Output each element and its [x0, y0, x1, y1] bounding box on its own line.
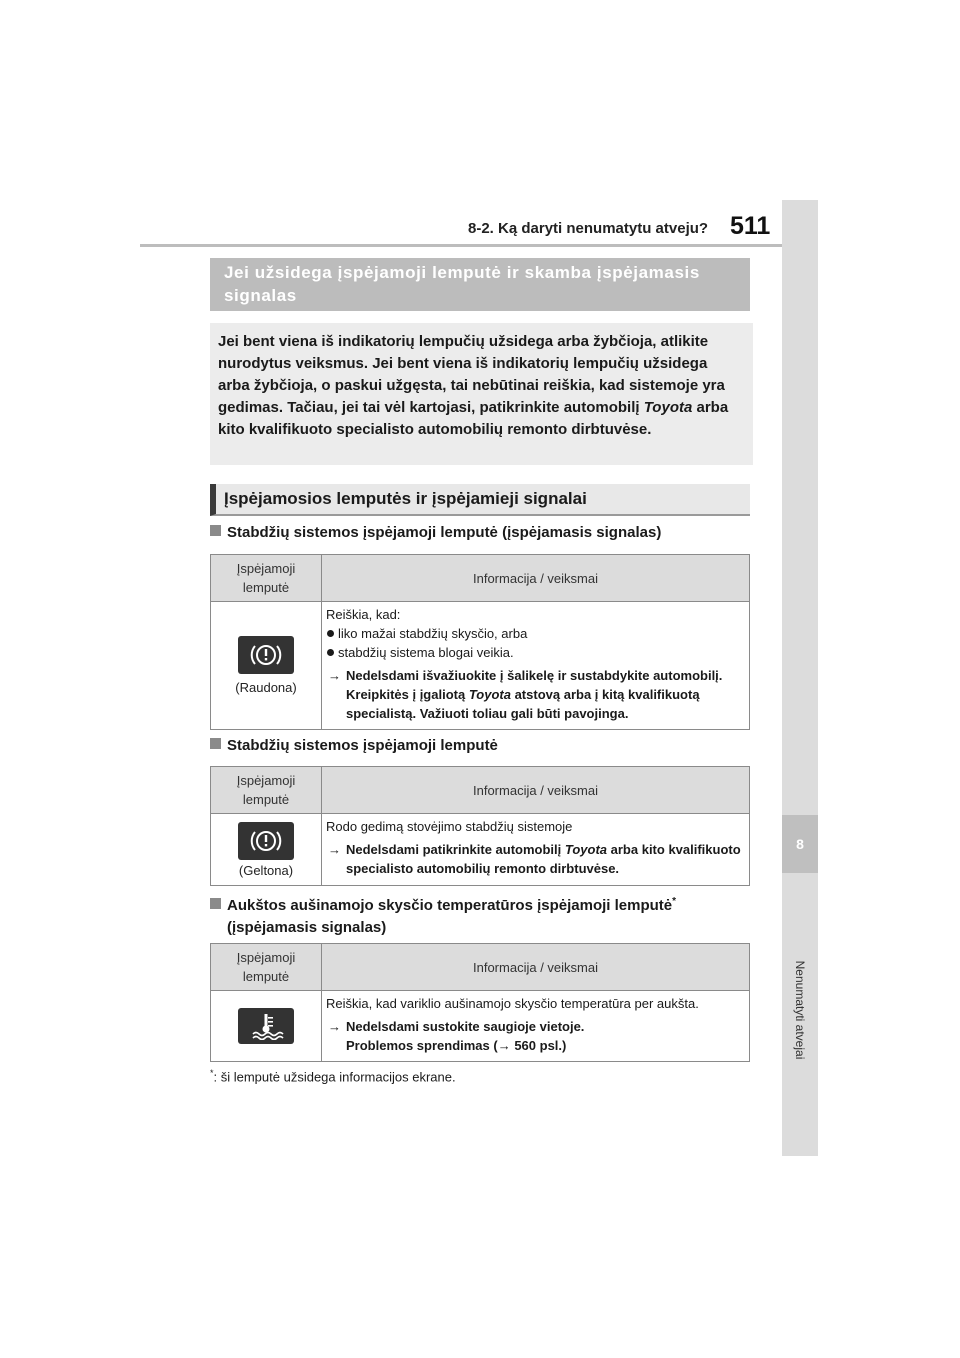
section-title: 8-2. Ką daryti nenumatytu atveju?: [468, 220, 709, 237]
info-cell: [322, 602, 750, 730]
coolant-temperature-icon: [238, 1008, 294, 1044]
lamp-cell: [211, 602, 322, 730]
chapter-number-tab[interactable]: 8: [782, 815, 818, 873]
info-cell: [322, 814, 750, 886]
col-header-lamp: Įspėjamoji lemputė: [211, 555, 322, 602]
lamp-cell: [211, 991, 322, 1062]
warning-table-brake-red: [210, 554, 750, 730]
action-text: → Nedelsdami išvažiuokite į šalikelę ir sustabdykite automobilį. Kreipkitės į įgaliotą Toyota atstovą arba į kitą kvalifikuotą specialistą. Važiuoti toliau gali būti pavojinga.: [328, 668, 723, 721]
intro-text: Jei bent viena iš indikatorių lempučių užsidega arba žybčioja, atlikite nurodytus veiksmus. Jei bent viena iš indikatorių lempučių užsidega arba žybčioja, o paskui užgęsta, tai nebūtinai reiškia, kad sistemoje yra gedimas. Tačiau, jei tai vėl kartojasi, patikrinkite automobilį Toyota arba kito kvalifikuoto specialisto automobilių remonto dirbtuvėse.: [218, 333, 729, 438]
intro-box: [210, 323, 753, 465]
action-text: → Nedelsdami patikrinkite automobilį Toyota arba kito kvalifikuoto specialisto automobilių remonto dirbtuvėse.: [328, 842, 741, 876]
col-header-info: Informacija / veiksmai: [322, 767, 750, 814]
lamp-color-label: (Geltona): [238, 862, 294, 878]
page-number: 511: [730, 212, 771, 240]
chapter-label: Nenumatyti atvejai: [793, 960, 807, 1060]
section-title-brake-red: Stabdžių sistemos įspėjamoji lemputė (įspėjamasis signalas): [210, 524, 661, 541]
info-cell: [322, 991, 750, 1062]
warning-table-brake-yellow: [210, 766, 750, 886]
brake-warning-icon: [238, 636, 294, 674]
sub-heading-box: [210, 484, 750, 516]
col-header-info: Informacija / veiksmai: [322, 944, 750, 991]
brake-warning-icon: [238, 822, 294, 860]
square-bullet-icon: [210, 898, 221, 909]
lamp-cell: [211, 814, 322, 886]
square-bullet-icon: [210, 738, 221, 749]
list-item: stabdžių sistema blogai veikia.: [326, 643, 743, 662]
footnote: *: ši lemputė užsidega informacijos ekrane.: [210, 1068, 456, 1085]
list-item: liko mažai stabdžių skysčio, arba: [326, 624, 743, 643]
header-divider: [140, 244, 785, 247]
info-lead: Reiškia, kad:: [326, 607, 401, 622]
col-header-lamp: Įspėjamoji lemputė: [211, 767, 322, 814]
sub-heading: Įspėjamosios lemputės ir įspėjamieji signalai: [224, 489, 587, 508]
section-title-brake-yellow: Stabdžių sistemos įspėjamoji lemputė: [210, 737, 498, 754]
col-header-info: Informacija / veiksmai: [322, 555, 750, 602]
main-heading-box: [210, 258, 750, 311]
square-bullet-icon: [210, 525, 221, 536]
info-lead: Rodo gedimą stovėjimo stabdžių sistemoje: [326, 819, 573, 834]
action-text: → Nedelsdami sustokite saugioje vietoje. Problemos sprendimas (→ 560 psl.): [328, 1019, 585, 1053]
warning-table-coolant: [210, 943, 750, 1062]
main-heading: Jei užsidega įspėjamoji lemputė ir skamba įspėjamasis signalas: [224, 263, 700, 305]
info-lead: Reiškia, kad variklio aušinamojo skysčio temperatūra per aukšta.: [326, 996, 699, 1011]
brand-name: Toyota: [643, 399, 693, 416]
lamp-color-label: (Raudona): [235, 680, 297, 695]
section-title-coolant: Aukštos aušinamojo skysčio temperatūros įspėjamoji lemputė* (įspėjamasis signalas): [210, 891, 676, 939]
col-header-lamp: Įspėjamoji lemputė: [211, 944, 322, 991]
